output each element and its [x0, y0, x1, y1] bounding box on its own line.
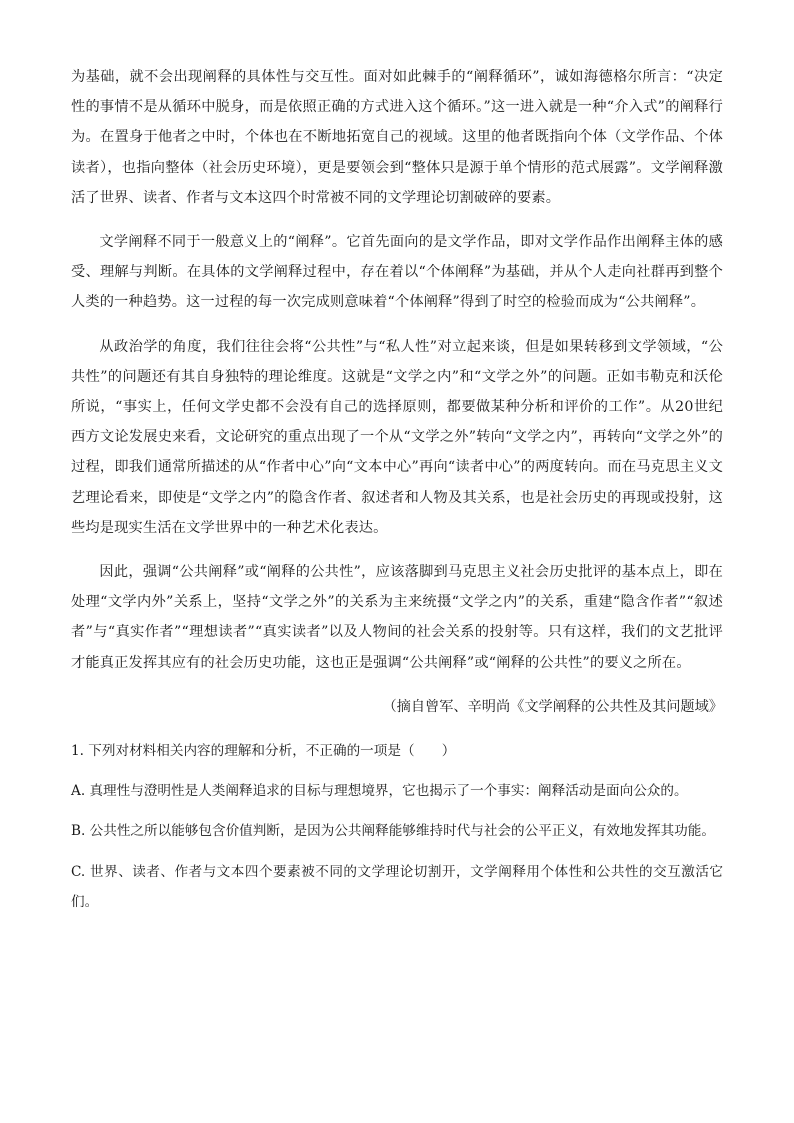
question-option-c: C. 世界、读者、作者与文本四个要素被不同的文学理论切割开，文学阐释用个体性和公共性的交互激活它们。 — [71, 863, 723, 911]
article-source: （摘自曾军、辛明尚《文学阐释的公共性及其问题域》 — [382, 698, 723, 715]
question-stem: 1. 下列对材料相关内容的理解和分析，不正确的一项是（ ） — [71, 742, 456, 759]
article-paragraph-4: 因此，强调“公共阐释”或“阐释的公共性”，应该落脚到马克思主义社会历史批评的基本点上，即在处理“文学内外”关系上，坚持“文学之外”的关系为主来统摄“文学之内”的关系，重建“隐含作者”“叙述者”与“真实作者”“理想读者”“真实读者”以及人物间的社会关系的投射等。只有这样，我们的文艺批评才能真正发挥其应有的社会历史功能，这也正是强调“公共阐释”或“阐释的公共性”的要义之所在。 — [71, 564, 723, 671]
article-paragraph-1: 为基础，就不会出现阐释的具体性与交互性。面对如此棘手的“阐释循环”，诚如海德格尔所言：“决定性的事情不是从循环中脱身，而是依照正确的方式进入这个循环。”这一进入就是一种“介入式”的阐释行为。在置身于他者之中时，个体也在不断地拓宽自己的视域。这里的他者既指向个体（文学作品、个体读者），也指向整体（社会历史环境），更是要领会到“整体只是源于单个情形的范式展露”。文学阐释激活了世界、读者、作者与文本这四个时常被不同的文学理论切割破碎的要素。 — [71, 69, 723, 206]
article-paragraph-2: 文学阐释不同于一般意义上的“阐释”。它首先面向的是文学作品，即对文学作品作出阐释主体的感受、理解与判断。在具体的文学阐释过程中，存在着以“个体阐释”为基础，并从个人走向社群再到整个人类的一种趋势。这一过程的每一次完成则意味着“个体阐释”得到了时空的检验而成为“公共阐释”。 — [71, 234, 723, 311]
document-page — [71, 62, 723, 918]
question-option-b: B. 公共性之所以能够包含价值判断，是因为公共阐释能够维持时代与社会的公平正义，有效地发挥其功能。 — [71, 823, 715, 840]
question-option-a: A. 真理性与澄明性是人类阐释追求的目标与理想境界，它也揭示了一个事实：阐释活动是面向公众的。 — [71, 782, 688, 799]
article-paragraph-3: 从政治学的角度，我们往往会将“公共性”与“私人性”对立起来谈，但是如果转移到文学领域，“公共性”的问题还有其自身独特的理论维度。这就是“文学之内”和“文学之外”的问题。正如韦勒克和沃伦所说，“事实上，任何文学史都不会没有自己的选择原则，都要做某种分析和评价的工作”。从20世纪西方文论发展史来看，文论研究的重点出现了一个从“文学之外”转向“文学之内”，再转向“文学之外”的过程，即我们通常所描述的从“作者中心”向“文本中心”再向“读者中心”的两度转向。而在马克思主义文艺理论看来，即使是“文学之内”的隐含作者、叙述者和人物及其关系，也是社会历史的再现或投射，这些均是现实生活在文学世界中的一种艺术化表达。 — [71, 338, 723, 536]
